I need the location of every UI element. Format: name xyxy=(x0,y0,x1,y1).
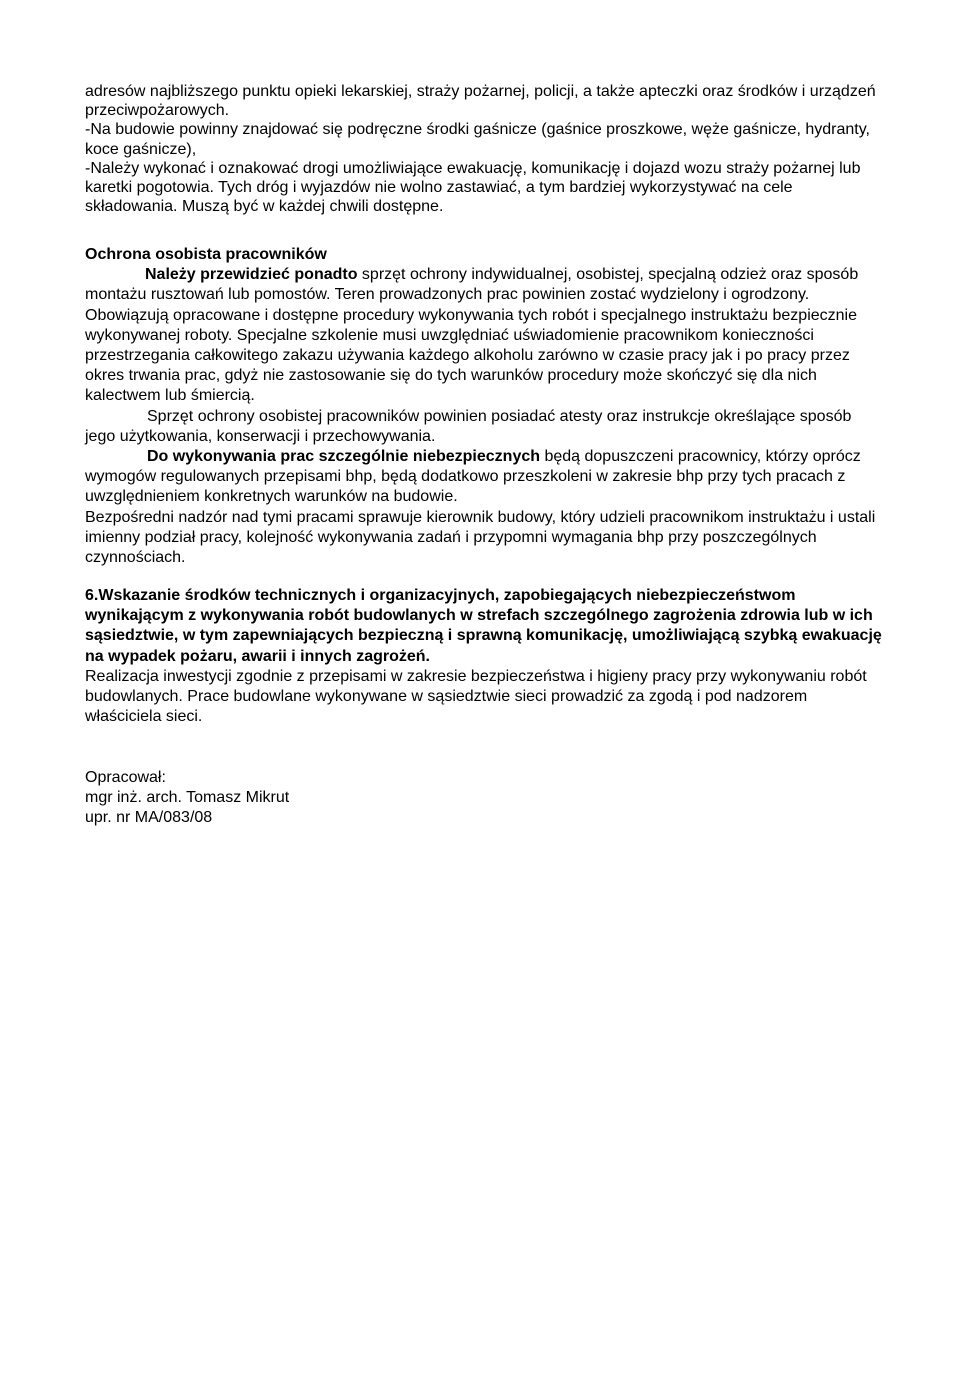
protection-section xyxy=(85,245,885,568)
signature-name: mgr inż. arch. Tomasz Mikrut xyxy=(85,789,290,806)
intro-line-1: adresów najbliższego punktu opieki lekarskiej, straży pożarnej, policji, a także apteczki oraz środków i urządzeń przeciwpożarowych. xyxy=(85,83,876,120)
signature-block xyxy=(85,768,289,828)
signature-license: upr. nr MA/083/08 xyxy=(85,809,213,826)
protection-p1-text: sprzęt ochrony indywidualnej, osobistej, specjalną odzież oraz sposób montażu rusztowań lub pomostów. Teren prowadzonych prac powinien zostać wydzielony i ogrodzony. Obowiązują opracowane i dostępne procedury wykonywania tych robót i specjalnego instruktażu bezpiecznie wykonywanej roboty. Specjalne szkolenie musi uwzględniać uświadomienie pracownikom konieczności przestrzegania całkowitego zakazu używania każdego alkoholu zarówno w czasie pracy jak i po pracy przez okres trwania prac, gdyż nie zastosowanie się do tych warunków procedury może skończyć się dla nich kalectwem lub śmiercią. xyxy=(85,266,859,405)
protection-paragraph-1 xyxy=(85,265,885,406)
protection-p1-bold: Należy przewidzieć ponadto xyxy=(145,266,358,284)
intro-block xyxy=(85,82,885,216)
signature-label: Opracował: xyxy=(85,769,166,786)
intro-line-2: -Na budowie powinny znajdować się podręczne środki gaśnicze (gaśnice proszkowe, węże gaśnicze, hydranty, koce gaśnicze), xyxy=(85,121,870,158)
section-6-body: Realizacja inwestycji zgodnie z przepisami w zakresie bezpieczeństwa i higieny pracy przy wykonywaniu robót budowlanych. Prace budowlane wykonywane w sąsiedztwie sieci prowadzić za zgodą i pod nadzorem właściciela sieci. xyxy=(85,667,867,726)
protection-paragraph-4: Bezpośredni nadzór nad tymi pracami sprawuje kierownik budowy, który udzieli pracownikom instruktażu i ustali imienny podział pracy, kolejność wykonywania zadań i przypomni wymagania bhp przy poszczególnych czynnościach. xyxy=(85,508,876,567)
protection-p3-bold: Do wykonywania prac szczególnie niebezpiecznych xyxy=(147,448,541,466)
section-6-heading: 6.Wskazanie środków technicznych i organizacyjnych, zapobiegających niebezpieczeństwom wynikającym z wykonywania robót budowlanych w strefach szczególnego zagrożenia zdrowia lub w ich sąsiedztwie, w tym zapewniających bezpieczną i sprawną komunikację, umożliwiającą szybką ewakuację na wypadek pożaru, awarii i innych zagrożeń. xyxy=(85,587,882,665)
intro-line-3: -Należy wykonać i oznakować drogi umożliwiające ewakuację, komunikację i dojazd wozu straży pożarnej lub karetki pogotowia. Tych dróg i wyjazdów nie wolno zastawiać, a tym bardziej wykorzystywać na cele składowania. Muszą być w każdej chwili dostępne. xyxy=(85,159,861,216)
protection-p2-text: Sprzęt ochrony osobistej pracowników powinien posiadać atesty oraz instrukcje określające sposób jego użytkowania, konserwacji i przechowywania. xyxy=(85,407,852,445)
protection-heading: Ochrona osobista pracowników xyxy=(85,246,327,263)
protection-p3-text: będą dopuszczeni pracownicy, którzy oprócz wymogów regulowanych przepisami bhp, będą dodatkowo przeszkoleni w zakresie bhp przy tych pracach z uwzględnieniem konkretnych warunków na budowie. xyxy=(85,448,861,506)
protection-paragraph-2 xyxy=(85,407,885,447)
protection-paragraph-3 xyxy=(85,447,885,508)
section-6 xyxy=(85,586,885,727)
